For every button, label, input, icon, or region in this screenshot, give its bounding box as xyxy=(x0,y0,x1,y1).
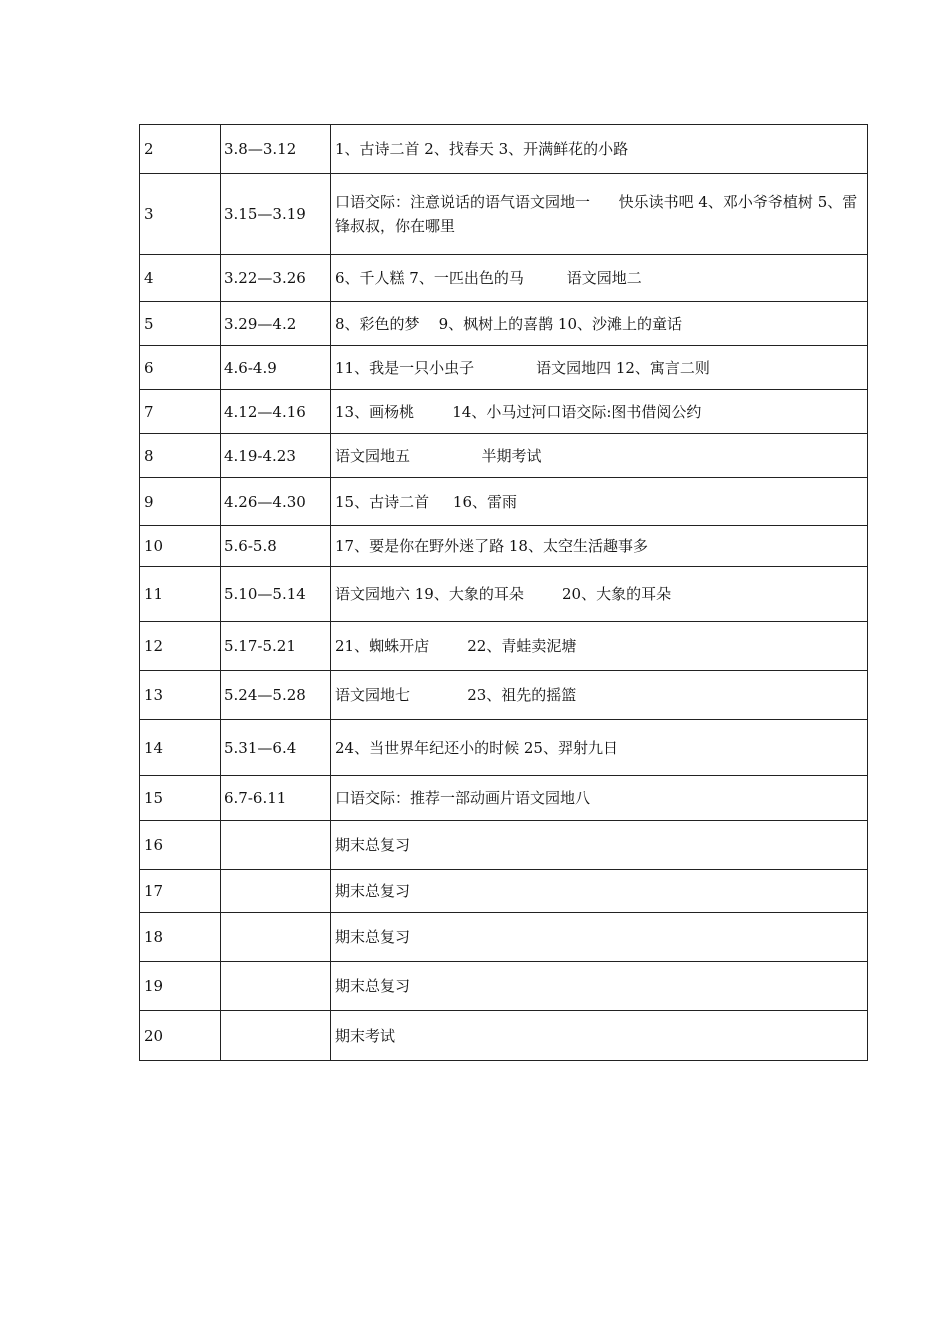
table-row xyxy=(140,720,868,776)
week-cell: 7 xyxy=(140,390,221,434)
week-cell: 11 xyxy=(140,567,221,622)
week-cell: 2 xyxy=(140,125,221,174)
date-cell xyxy=(221,870,331,913)
week-cell: 13 xyxy=(140,671,221,720)
date-cell: 5.17-5.21 xyxy=(221,622,331,671)
schedule-table xyxy=(139,124,868,1061)
date-cell: 5.31—6.4 xyxy=(221,720,331,776)
week-cell: 4 xyxy=(140,255,221,302)
week-cell: 20 xyxy=(140,1011,221,1061)
content-cell: 1、古诗二首 2、找春天 3、开满鲜花的小路 xyxy=(331,125,868,174)
content-cell: 17、要是你在野外迷了路 18、太空生活趣事多 xyxy=(331,526,868,567)
date-cell: 3.8—3.12 xyxy=(221,125,331,174)
week-cell: 16 xyxy=(140,821,221,870)
table-row xyxy=(140,434,868,478)
date-cell: 4.26—4.30 xyxy=(221,478,331,526)
table-row xyxy=(140,567,868,622)
date-cell xyxy=(221,821,331,870)
table-row xyxy=(140,671,868,720)
content-cell: 期末总复习 xyxy=(331,821,868,870)
table-row xyxy=(140,1011,868,1061)
week-cell: 12 xyxy=(140,622,221,671)
table-row xyxy=(140,302,868,346)
table-row xyxy=(140,622,868,671)
table-row xyxy=(140,255,868,302)
content-cell: 口语交际：推荐一部动画片语文园地八 xyxy=(331,776,868,821)
table-row xyxy=(140,174,868,255)
table-row xyxy=(140,478,868,526)
table-row xyxy=(140,346,868,390)
week-cell: 9 xyxy=(140,478,221,526)
table-row xyxy=(140,913,868,962)
content-cell: 语文园地五 半期考试 xyxy=(331,434,868,478)
date-cell: 5.24—5.28 xyxy=(221,671,331,720)
date-cell: 3.22—3.26 xyxy=(221,255,331,302)
date-cell: 5.10—5.14 xyxy=(221,567,331,622)
content-cell: 8、彩色的梦 9、枫树上的喜鹊 10、沙滩上的童话 xyxy=(331,302,868,346)
content-cell: 语文园地六 19、大象的耳朵 20、大象的耳朵 xyxy=(331,567,868,622)
date-cell: 3.15—3.19 xyxy=(221,174,331,255)
week-cell: 18 xyxy=(140,913,221,962)
table-row xyxy=(140,776,868,821)
week-cell: 8 xyxy=(140,434,221,478)
week-cell: 15 xyxy=(140,776,221,821)
content-cell: 11、我是一只小虫子 语文园地四 12、寓言二则 xyxy=(331,346,868,390)
content-cell: 期末总复习 xyxy=(331,962,868,1011)
week-cell: 6 xyxy=(140,346,221,390)
content-cell: 口语交际：注意说话的语气语文园地一 快乐读书吧 4、邓小爷爷植树 5、雷锋叔叔，你在哪里 xyxy=(331,174,868,255)
table-row xyxy=(140,821,868,870)
content-cell: 24、当世界年纪还小的时候 25、羿射九日 xyxy=(331,720,868,776)
table-row xyxy=(140,962,868,1011)
content-cell: 13、画杨桃 14、小马过河口语交际:图书借阅公约 xyxy=(331,390,868,434)
date-cell xyxy=(221,913,331,962)
week-cell: 17 xyxy=(140,870,221,913)
date-cell xyxy=(221,962,331,1011)
table-row xyxy=(140,390,868,434)
date-cell: 6.7-6.11 xyxy=(221,776,331,821)
date-cell xyxy=(221,1011,331,1061)
content-cell: 15、古诗二首 16、雷雨 xyxy=(331,478,868,526)
table-row xyxy=(140,870,868,913)
date-cell: 4.6-4.9 xyxy=(221,346,331,390)
content-cell: 期末总复习 xyxy=(331,870,868,913)
week-cell: 14 xyxy=(140,720,221,776)
table-row xyxy=(140,526,868,567)
week-cell: 3 xyxy=(140,174,221,255)
week-cell: 10 xyxy=(140,526,221,567)
content-cell: 期末总复习 xyxy=(331,913,868,962)
content-cell: 21、蜘蛛开店 22、青蛙卖泥塘 xyxy=(331,622,868,671)
date-cell: 5.6-5.8 xyxy=(221,526,331,567)
content-cell: 6、千人糕 7、一匹出色的马 语文园地二 xyxy=(331,255,868,302)
date-cell: 3.29—4.2 xyxy=(221,302,331,346)
content-cell: 期末考试 xyxy=(331,1011,868,1061)
date-cell: 4.19-4.23 xyxy=(221,434,331,478)
content-cell: 语文园地七 23、祖先的摇篮 xyxy=(331,671,868,720)
schedule-table-body xyxy=(140,125,868,1061)
date-cell: 4.12—4.16 xyxy=(221,390,331,434)
week-cell: 19 xyxy=(140,962,221,1011)
week-cell: 5 xyxy=(140,302,221,346)
table-row xyxy=(140,125,868,174)
